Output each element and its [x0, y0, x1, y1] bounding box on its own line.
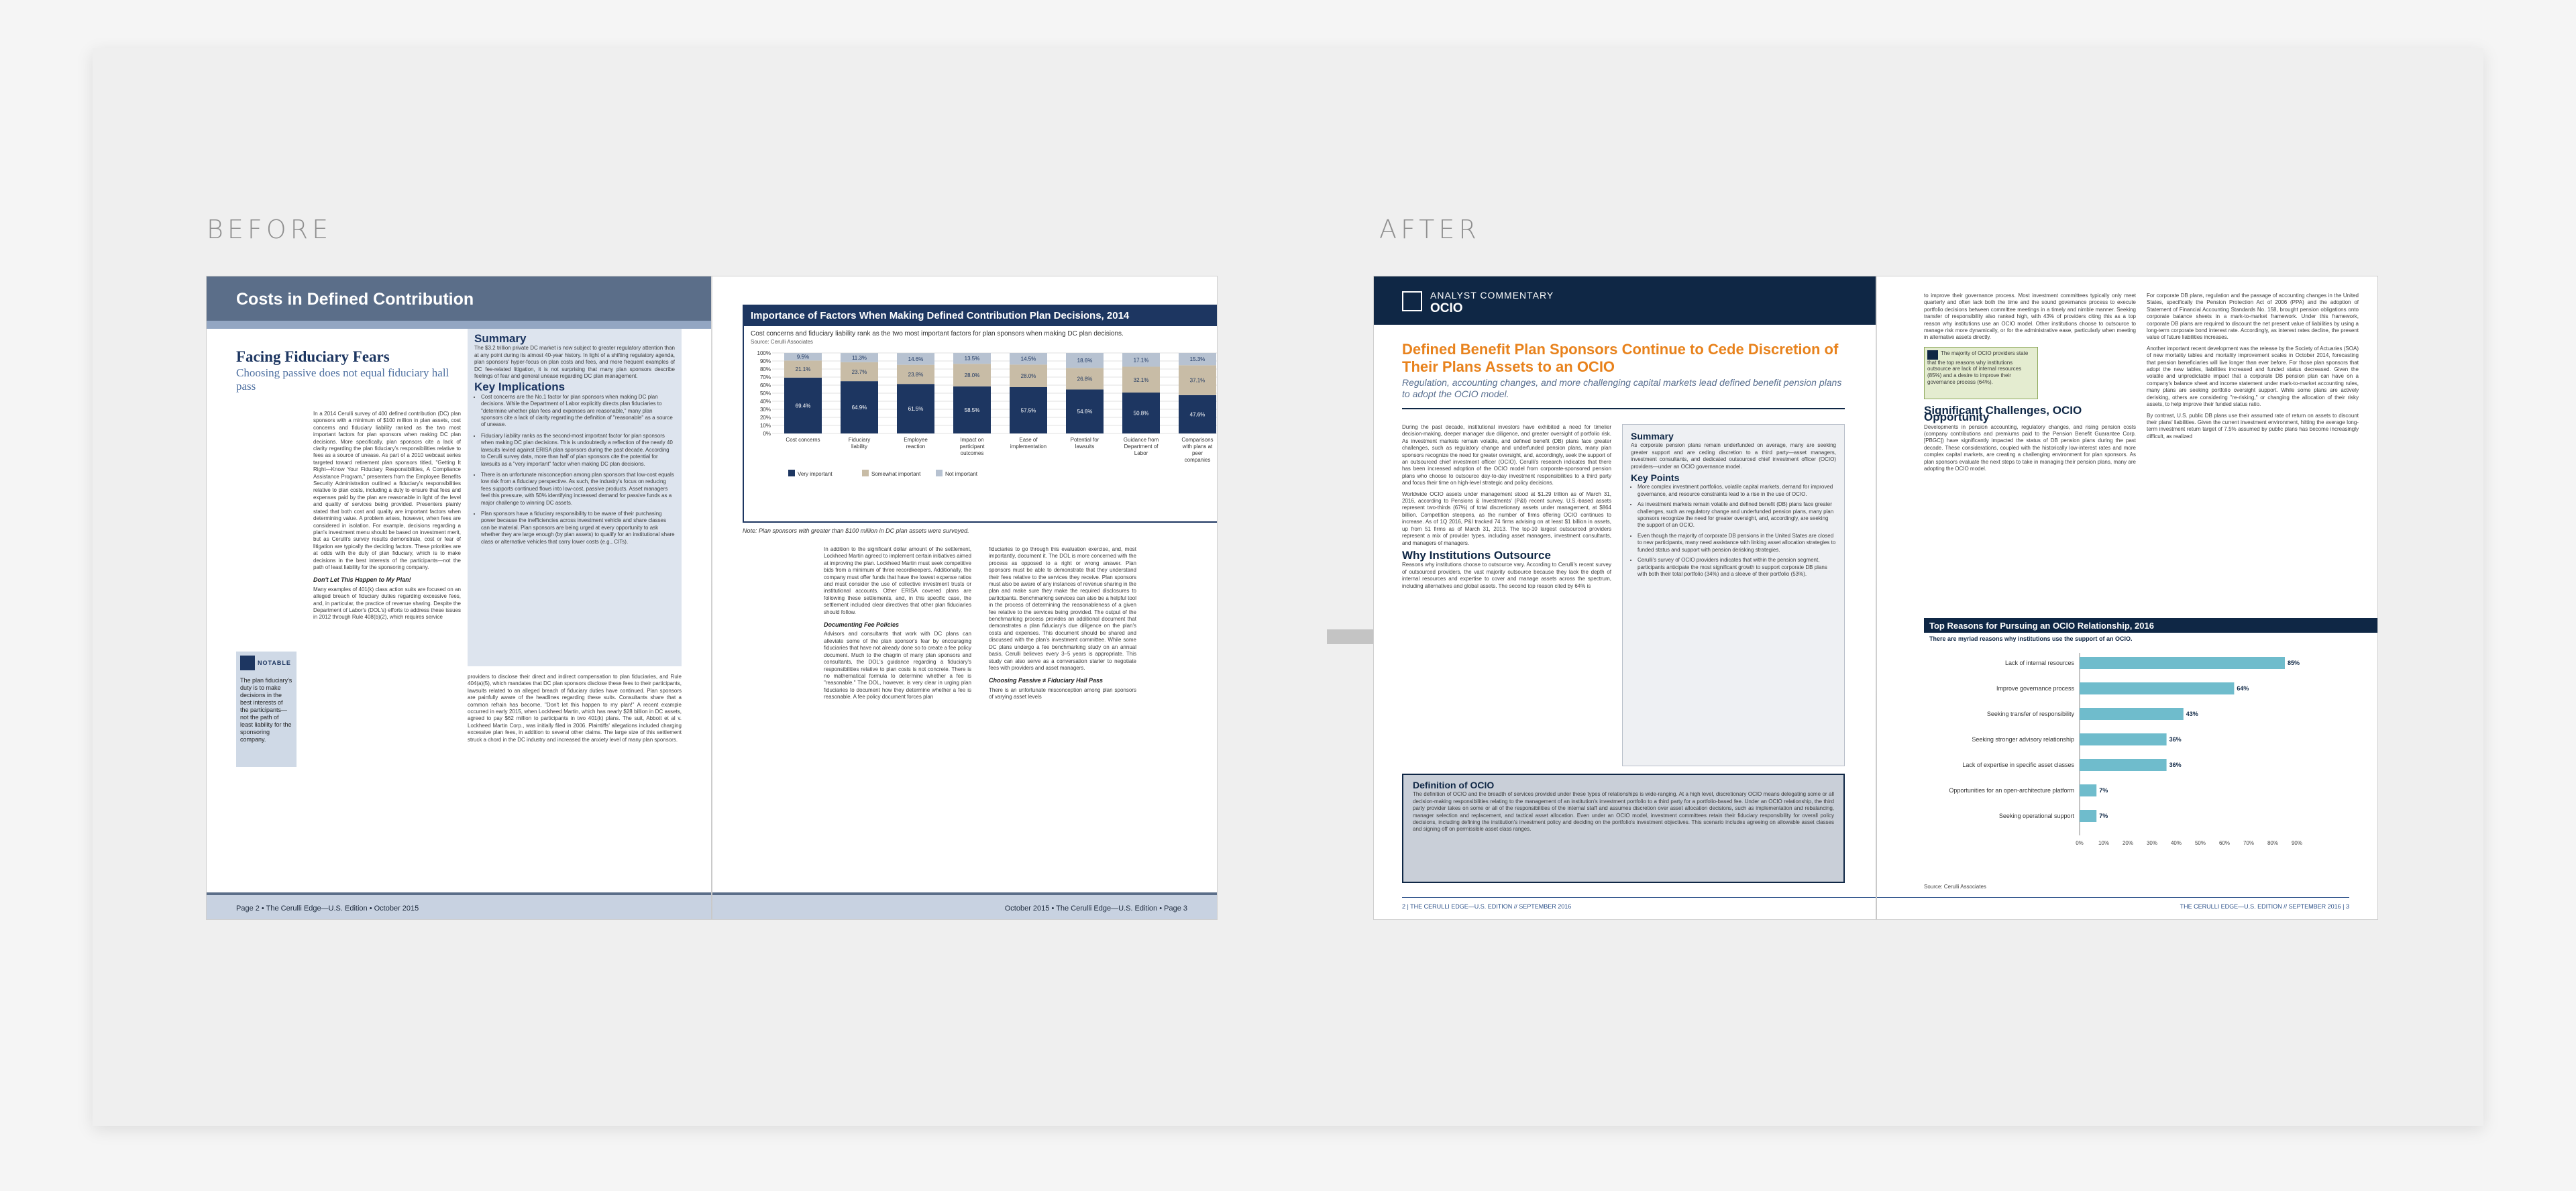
before-page-right	[712, 276, 1217, 919]
x-tick-label: liability	[851, 444, 868, 450]
x-tick-label: Employee	[904, 437, 928, 443]
data-label: 17.1%	[1133, 357, 1149, 364]
y-category-label: Seeking operational support	[1998, 813, 2074, 819]
after-chart-title: Top Reasons for Pursuing an OCIO Relationship, 2016	[1924, 618, 2377, 633]
x-tick-label: reaction	[906, 444, 926, 450]
after-key-point: • As investment markets remain volatile and defined benefit (DB) plans face greater challenges, such as regulatory change and underfunded pension plans, many plan sponsors recognize the need for greater oversight, and, accordingly, are seeking the support of an OCIO.	[1638, 501, 1836, 529]
notable-body: The plan fiduciary's duty is to make decisions in the best interests of the participants—not the path of least liability for the sponsoring company.	[240, 677, 292, 743]
horizontal-bar	[2080, 733, 2167, 745]
before-banner-title: Costs in Defined Contribution	[236, 290, 474, 309]
after-rcol2c-text: By contrast, U.S. public DB plans use their assumed rate of return on assets to discount their plans' liabilities. Given the current investment environment, hitting the average long-term investment return target of 7.5% assumed by public plans has become increasingly difficult, as realized	[2147, 412, 2359, 439]
after-rcol2b-text: Another important recent development was the release by the Society of Actuaries (SOA) of new mortality tables and mortality improvement scales in October 2014, forecasting that pension beneficiaries will live longer than ever before. For those plan sponsors that adopt the new tables, liabilities increased and funded status decreased. Given the volatile and unpredictable impact that a corporate DB pension plan can have on a company's balance sheet and income statement under mark-to-market accounting rules, many plans are seeking portfolio oversight support. While some plans are actively derisking, others are considering "re-risking," or changing the allocation of their risky assets, to help improve their funded status ratio.	[2147, 345, 2359, 408]
x-tick-label: 40%	[2170, 840, 2182, 846]
x-tick-label: Department of	[1124, 444, 1159, 450]
legend-label: Very important	[798, 471, 833, 477]
x-tick-label: 50%	[2194, 840, 2206, 846]
before-col1-text: In a 2014 Cerulli survey of 400 defined contribution (DC) plan sponsors with a minimum of $100 million in plan assets, cost concerns and fiduciary liability ranked as the two most important factors for plan sponsors when making DC plan decisions. More specifically, plan sponsors cite a lack of clarity regarding the plan fiduciary's responsibilities relative to fees as a source of unease. As part of a 2010 webcast series targeted toward retirement plan sponsors titled, "Getting It Right—Know Your Fiduciary Responsibilities, A Compliance Assistance Program," presenters from the Employee Benefits Security Administration outlined a fiduciary's responsibilities relative to plan costs, including a duty to ensure that fees and expenses paid by the plan are reasonable in light of the level and quality of services being provided. Presenters plainly stated that both cost and quality are important factors when determining value. A problem arises, however, when fees are considered in isolation. For example, decisions regarding a plan's investment menu should be based on investment merit, but as Cerulli's survey results demonstrate, cost or fear of litigation are typically the deciding factors. These priorities are at odds with the duty of plan fiduciary, which is to make decisions in the best interests of the participants—not the path of least liability for the sponsoring company.	[313, 411, 461, 570]
before-col4b-text: There is an unfortunate misconception among plan sponsors of varying asset levels	[989, 686, 1136, 701]
after-key-list	[1631, 484, 1836, 578]
data-label: 14.5%	[1020, 356, 1036, 362]
legend-swatch	[862, 470, 869, 476]
after-summary-box	[1622, 424, 1845, 766]
before-footer-right-text: October 2015 • The Cerulli Edge—U.S. Edition • Page 3	[1004, 904, 1187, 913]
after-key-point: • Cerulli's survey of OCIO providers indicates that within the pension segment, participants anticipate the most significant growth to support corporate DB plans with both their total portfolio (34%) and a sleeve of their portfolio (53%).	[1638, 557, 1836, 578]
after-key-point: • More complex investment portfolios, volatile capital markets, demand for improved governance, and resource constraints lead to a rise in the use of OCIO.	[1638, 484, 1836, 498]
horizontal-bar	[2080, 759, 2167, 771]
after-summary-body: As corporate pension plans remain underfunded on average, many are seeking greater support and are ceding discretion to a third party—asset managers, investment consultants, and dedicated outsourced chief investment officer (OCIO) providers—under an OCIO governance model.	[1631, 442, 1836, 470]
before-key-point: • There is an unfortunate misconception among plan sponsors that low-cost equals low risk from a fiduciary perspective. As such, the industry's focus on reducing fees supports continued flows into low-cost, passive products. Asset managers feel this pressure, with 50% identifying increased demand for passive funds as a major challenge to winning DC assets.	[481, 472, 675, 507]
x-tick-label: 70%	[2243, 840, 2255, 846]
after-summary-title: Summary	[1631, 431, 1674, 442]
before-chart-title: Importance of Factors When Making Defined Contribution Plan Decisions, 2014	[744, 306, 1217, 326]
ocio-definition-body: The definition of OCIO and the breadth of services provided under these types of relationships is wide-ranging. At a high level, discretionary OCIO means delegating some or all decision-making responsibilities relating to the management of an institution's investment portfolio to a third party for a portfolio-based fee. Under an OCIO relationship, the third party provider takes on some or all of the responsibilities of the internal staff and assumes discretion over asset allocation decisions, such as implementation and rebalancing, manager selection and replacement, and tactical asset allocation. Even under an OCIO model, investment committees retain their fiduciary responsibility for overall policy decisions, including defining the institution's investment policy and deciding on the portfolio's investment objectives. This scenario includes agreeing on allowable asset classes and signing off on permissible asset class ranges.	[1413, 791, 1834, 833]
after-col1-text: During the past decade, institutional investors have exhibited a need for timelier decision-making, deeper manager due diligence, and greater oversight of portfolio risk. As investment markets remain volatile, and defined benefit (DB) plans face greater challenges, such as regulatory change and underfunded pension plans, many plan sponsors recognize the need for greater oversight, and, accordingly, seek the support of an outsourced chief investment officer (OCIO). Cerulli's research indicates that there has been increased adoption of the OCIO model from corporate-sponsored pension plans who choose to outsource day-to-day investment responsibilities to a third party and focus their time on high-level strategic and policy decisions.	[1402, 424, 1611, 486]
data-label: 54.6%	[1077, 409, 1093, 415]
legend-swatch	[936, 470, 943, 476]
y-tick-label: 100%	[757, 350, 771, 356]
y-category-label: Opportunities for an open-architecture platform	[1949, 787, 2074, 794]
data-label: 13.5%	[964, 356, 980, 362]
after-column-4	[2147, 293, 2359, 608]
before-summary-title: Summary	[474, 332, 527, 345]
after-deck: Regulation, accounting changes, and more challenging capital markets lead defined benefit pension plans to adopt the OCIO model.	[1402, 377, 1842, 399]
data-label: 23.7%	[851, 368, 867, 375]
y-tick-label: 50%	[759, 391, 771, 397]
before-col3b-text: Advisors and consultants that work with DC plans can alleviate some of the plan sponsor's fear by encouraging fiduciaries that have not already done so to create a fee policy document. Much to the chagrin of many plan sponsors and consultants, the DOL's guidance regarding a fiduciary's responsibilities relative to plan costs is not concrete. There is no mathematical formula to determine whether a fee is "reasonable." The DOL, however, is very clear in urging plan fiduciaries to document how they determine whether a fee is reasonable. A fee policy document forces plan	[824, 631, 971, 701]
before-key-list	[474, 394, 675, 546]
before-column-2	[468, 674, 682, 882]
ocio-definition-box	[1402, 774, 1845, 883]
after-spread	[1374, 276, 2377, 919]
data-label: 64.9%	[851, 405, 867, 411]
comparison-card	[93, 48, 2483, 1126]
after-headline-rule	[1402, 408, 1845, 409]
y-category-label: Lack of expertise in specific asset classes	[1962, 762, 2074, 768]
x-tick-label: Labor	[1134, 450, 1148, 456]
horizontal-bar	[2080, 657, 2285, 669]
before-banner-strip	[207, 321, 711, 329]
data-label: 61.5%	[908, 406, 924, 413]
data-label: 9.5%	[796, 354, 810, 360]
data-label: 23.8%	[908, 371, 924, 378]
y-tick-label: 10%	[759, 423, 771, 429]
after-page-left	[1374, 276, 1876, 919]
y-tick-label: 70%	[759, 374, 771, 380]
after-page-right	[1877, 276, 2377, 919]
before-chart-source: Source: Cerulli Associates	[751, 339, 813, 345]
cerulli-logo-icon	[1402, 291, 1422, 311]
x-tick-label: Cost concerns	[786, 437, 820, 443]
data-label: 18.6%	[1077, 358, 1093, 364]
before-headline: Facing Fiduciary Fears	[236, 348, 390, 365]
before-column-4	[989, 546, 1136, 882]
after-label: AFTER	[1379, 215, 1481, 244]
ocio-callout	[1924, 347, 2038, 399]
x-tick-label: participant	[959, 444, 985, 450]
before-chart-subtitle: Cost concerns and fiduciary liability rank as the two most important factors for plan sponsors when making DC plan decisions.	[751, 330, 1124, 338]
data-label: 47.6%	[1189, 411, 1205, 418]
before-key-point: • Plan sponsors have a fiduciary responsibility to be aware of their purchasing power because the inefficiencies across investment vehicle and share classes can be material. Plan sponsors are being urged at every opportunity to ask whether they are large enough (by plan assets) to qualify for an institutional share class or alternative vehicles that carry lower costs (e.g., CITs).	[481, 511, 675, 546]
x-tick-label: Fiduciary	[848, 437, 871, 443]
legend-label: Not important	[945, 471, 978, 477]
y-tick-label: 80%	[759, 366, 771, 372]
before-col1-subhead: Don't Let This Happen to My Plan!	[313, 576, 411, 584]
horizontal-bar	[2080, 810, 2096, 822]
after-horizontal-bar-chart	[1924, 645, 2367, 860]
after-chart-subtitle: There are myriad reasons why institutions use the support of an OCIO.	[1929, 635, 2133, 642]
data-label: 28.0%	[964, 372, 980, 378]
data-label: 64%	[2237, 685, 2249, 692]
notable-icon	[240, 656, 255, 670]
before-page-left	[207, 276, 711, 919]
x-tick-label: companies	[1184, 457, 1211, 463]
legend-swatch	[788, 470, 795, 476]
y-tick-label: 20%	[759, 415, 771, 421]
after-rcol1-text: to improve their governance process. Most investment committees typically only meet quarterly and often lack both the time and the sound governance process to execute portfolio decisions between committee meetings in a timely and nimble manner. Seeking transfer of responsibility also ranked high, with 43% of providers citing this as a top reason why institutions use an OCIO model. Other institutions choose to outsource to manage risk more dynamically, or for the administrative ease, particularly when meeting in alternative assets directly.	[1924, 293, 2136, 341]
after-key-point: • Even though the majority of corporate DB pensions in the United States are closed to new participants, many need assistance with linking asset allocation strategies to funded status and support with pension derisking strategies.	[1638, 533, 1836, 554]
data-label: 21.1%	[795, 366, 811, 373]
before-key-point: • Cost concerns are the No.1 factor for plan sponsors when making DC plan decisions. While the Department of Labor explicitly directs plan fiduciaries to "determine whether plan fees and expenses are reasonable," many plan sponsors cite a lack of clarity regarding the definition of "reasonable" as a source of unease.	[481, 394, 675, 429]
data-label: 7%	[2099, 787, 2108, 794]
after-headline: Defined Benefit Plan Sponsors Continue to Cede Discretion of Their Plans Assets to an OCIO	[1402, 341, 1839, 375]
horizontal-bar	[2080, 784, 2096, 796]
x-tick-label: 20%	[2122, 840, 2134, 846]
ocio-definition-title: Definition of OCIO	[1413, 780, 1495, 790]
after-footer-right: THE CERULLI EDGE—U.S. EDITION // SEPTEMBER 2016 | 3	[2180, 903, 2349, 910]
x-tick-label: Potential for	[1070, 437, 1099, 443]
y-tick-label: 30%	[759, 407, 771, 413]
data-label: 15.3%	[1189, 356, 1205, 363]
data-label: 57.5%	[1020, 407, 1036, 414]
challenges-heading: Significant Challenges, OCIO Opportunity	[1924, 403, 2082, 424]
before-summary-body: The $3.2 trillion private DC market is now subject to greater regulatory attention than at any point during its almost 40-year history. In light of a shifting regulatory agenda, plan sponsors' hyper-focus on plan costs and fees, and more frequent examples of DC fee-related litigation, it is not surprising that many plan sponsors describe feelings of fear and general unease regarding DC plan management.	[474, 345, 675, 380]
after-why-heading: Why Institutions Outsource	[1402, 548, 1551, 562]
data-label: 36%	[2169, 736, 2182, 743]
before-column-3	[824, 546, 971, 882]
before-key-title: Key Implications	[474, 380, 566, 394]
before-spread	[207, 276, 1217, 919]
y-tick-label: 60%	[759, 382, 771, 389]
after-column-3	[1924, 293, 2136, 608]
x-tick-label: outcomes	[960, 450, 984, 456]
data-label: 37.1%	[1189, 377, 1205, 384]
after-col1b-text: Worldwide OCIO assets under management stood at $1.29 trillion as of March 31, 2016, according to Pensions & Investments' (P&I) recent survey. U.S.-based assets represent two-thirds (67%) of total discretionary assets under management, at $864 billion. Competition steepens, as the number of firms offering OCIO continues to increase. As of 1Q 2016, P&I tracked 74 firms advising on at least $1 billion in assets, up from 51 firms as of March 31, 2013. The top-10 largest outsourced providers represent a mix of provider types, including asset managers, investment consultants, and managers of managers.	[1402, 490, 1611, 546]
x-tick-label: 30%	[2146, 840, 2158, 846]
before-col1b-text: Many examples of 401(k) class action suits are focused on an alleged breach of fiduciary duties regarding excessive fees, and, in particular, the practice of revenue sharing. Despite the Department of Labor's (DOL's) efforts to address these issues in 2012 through Rule 408(b)(2), which requires service	[313, 586, 461, 621]
before-footer-right	[712, 892, 1217, 919]
data-label: 7%	[2099, 813, 2108, 819]
before-col3-text: In addition to the significant dollar amount of the settlement, Lockheed Martin agreed to implement certain initiatives aimed at improving the plan. Lockheed Martin must seek competitive bids from a minimum of three recordkeepers. Additionally, the company must offer funds that have the lowest expense ratios and must consider the use of collective investment trusts or institutional accounts. Other ERISA covered plans are following these settlements, and, in this specific case, the settlement included clear directives that other plan fiduciaries should follow.	[824, 546, 971, 615]
x-tick-label: with plans at	[1182, 444, 1213, 450]
before-chart-note: Note: Plan sponsors with greater than $100 million in DC plan assets were surveyed.	[743, 527, 969, 534]
x-tick-label: 0%	[2076, 840, 2084, 846]
y-category-label: Seeking transfer of responsibility	[1986, 711, 2074, 717]
before-col3-subhead: Documenting Fee Policies	[824, 621, 900, 629]
before-chart-box	[743, 305, 1217, 523]
challenges-text: Developments in pension accounting, regulatory changes, and rising pension costs (company contributions and premiums paid to the Pension Benefit Guarantee Corp. [PBGC]) have significantly impacted the status of DB pension plans during the past decade. These considerations, coupled with the historically low-interest rates and more complex capital markets, are creating a challenging environment for plan sponsors. As plan sponsors evaluate the next steps to take in managing their pension plans, many are adopting the OCIO model.	[1924, 423, 2136, 472]
after-why-text: Reasons why institutions choose to outsource vary. According to Cerulli's recent survey of outsourced providers, the vast majority outsource because they lack the depth of internal resources and expertise to cover and manage assets across the spectrum, including alternatives and global assets. The second top reason cited by 64% is	[1402, 562, 1611, 589]
after-kicker: ANALYST COMMENTARY	[1430, 290, 1554, 301]
data-label: 85%	[2288, 660, 2300, 666]
x-tick-label: 90%	[2291, 840, 2303, 846]
notable-label: NOTABLE	[258, 660, 291, 666]
data-label: 14.6%	[908, 356, 924, 362]
data-label: 32.1%	[1133, 376, 1149, 383]
before-summary-box	[468, 329, 682, 666]
x-tick-label: 80%	[2267, 840, 2279, 846]
before-col2-text: providers to disclose their direct and indirect compensation to plan fiduciaries, and Rule 404(a)(5), which mandates that DC plan sponsors disclose these fees to their participants, lawsuits related to an alleged breach of fiduciary duties have continued. Plan sponsors are painfully aware of the headlines regarding these suits. Consultants share that a common refrain has become, "Don't let this happen to my plan!" A recent example occurred in early 2015, when Lockheed Martin, which has nearly $28 billion in DC assets, agreed to pay $62 million to participants in two 401(k) plans. The suit, Abbott et al v. Lockheed Martin Corp., was initially filed in 2006. Plaintiffs' allegations included charging excessive plan fees, in addition to several other claims. The large size of this settlement struck a chord in the DC industry and increased the anxiety level of many plan sponsors.	[468, 674, 682, 743]
before-column-1	[313, 411, 461, 880]
y-tick-label: 0%	[763, 431, 771, 437]
before-col4-text: fiduciaries to go through this evaluation exercise, and, most importantly, document it. The DOL is more concerned with the process as opposed to a right or wrong answer. Plan sponsors must be able to demonstrate that they understand their fees relative to the services they receive. Plan sponsors must also be aware of any instances of revenue sharing in the plan and make sure they make the required disclosures to participants. Benchmarking services can also be a helpful tool in the process of determining the reasonableness of a given fee relative to the services being provided. The output of the benchmarking process provides an additional document that demonstrates a plan fiduciary's due diligence on the plan's costs and expenses. This document should be shared and discussed with the plan's investment committee. While some DC plans undergo a fee benchmarking study on an annual basis, Cerulli believes every 3–5 years is appropriate. This study can also serve as a conversation starter to negotiate fees with providers and asset managers.	[989, 546, 1136, 671]
quote-icon	[1927, 350, 1938, 360]
x-tick-label: 10%	[2098, 840, 2110, 846]
data-label: 43%	[2186, 711, 2198, 717]
x-tick-label: Guidance from	[1123, 437, 1159, 443]
after-banner	[1374, 276, 1876, 325]
before-label: BEFORE	[207, 215, 333, 244]
x-tick-label: peer	[1191, 450, 1203, 456]
data-label: 11.3%	[851, 354, 867, 361]
legend-label: Somewhat important	[871, 471, 921, 477]
after-rcol2-text: For corporate DB plans, regulation and the passage of accounting changes in the United States, specifically the Pension Protection Act of 2006 (PPA) and the adoption of Statement of Financial Accounting Standards No. 158, brought pension obligations onto corporate balance sheets in a mark-to-market framework. Under this framework, corporate DB plans are required to discount the net present value of liabilities by using a long-term corporate bond interest rate. Accordingly, as interest rates decline, the present value of future liabilities increases.	[2147, 293, 2359, 341]
x-tick-label: Impact on	[960, 437, 984, 443]
y-category-label: Lack of internal resources	[2004, 660, 2074, 666]
y-category-label: Improve governance process	[1996, 685, 2074, 692]
x-tick-label: Ease of	[1019, 437, 1038, 443]
y-tick-label: 90%	[759, 358, 771, 364]
before-key-point: • Fiduciary liability ranks as the second-most important factor for plan sponsors when making DC plan decisions. This is undoubtedly a reflection of the nearly 40 lawsuits levied against ERISA plan sponsors during the past decade. According to Cerulli survey data, more than half of plan sponsors cite the potential for lawsuits as a "very important" factor when making DC plan decisions.	[481, 433, 675, 468]
before-deck: Choosing passive does not equal fiduciary hall pass	[236, 366, 449, 393]
data-label: 58.5%	[964, 407, 980, 413]
after-chart-source: Source: Cerulli Associates	[1924, 884, 1986, 890]
ocio-callout-text: The majority of OCIO providers state that the top reasons why institutions outsource are lack of internal resources (85%) and a desire to improve their governance process (64%).	[1927, 350, 2029, 385]
after-column-1	[1402, 424, 1611, 766]
after-key-title: Key Points	[1631, 472, 1680, 484]
data-label: 36%	[2169, 762, 2182, 768]
data-label: 28.0%	[1020, 373, 1036, 380]
after-footer-rule-left	[1402, 897, 1876, 898]
before-col4-subhead: Choosing Passive ≠ Fiduciary Hall Pass	[989, 677, 1104, 684]
horizontal-bar	[2080, 708, 2184, 720]
y-category-label: Seeking stronger advisory relationship	[1972, 736, 2074, 743]
x-tick-label: implementation	[1010, 444, 1047, 450]
after-footer-rule-right	[1877, 897, 2349, 898]
data-label: 69.4%	[795, 403, 811, 409]
data-label: 26.8%	[1077, 376, 1093, 382]
notable-sidebar	[236, 652, 297, 767]
before-banner	[207, 276, 711, 321]
before-footer-left	[207, 892, 711, 919]
horizontal-bar	[2080, 682, 2234, 694]
x-tick-label: lawsuits	[1075, 444, 1095, 450]
after-kicker-topic: OCIO	[1430, 301, 1463, 315]
after-footer-left: 2 | THE CERULLI EDGE—U.S. EDITION // SEPTEMBER 2016	[1402, 903, 1572, 910]
before-stacked-bar-chart	[744, 346, 1217, 514]
y-tick-label: 40%	[759, 399, 771, 405]
x-tick-label: Comparisons	[1181, 437, 1214, 443]
data-label: 50.8%	[1133, 410, 1149, 417]
before-footer-left-text: Page 2 • The Cerulli Edge—U.S. Edition • October 2015	[236, 904, 419, 913]
x-tick-label: 60%	[2218, 840, 2231, 846]
after-chart-box	[1924, 618, 2377, 873]
